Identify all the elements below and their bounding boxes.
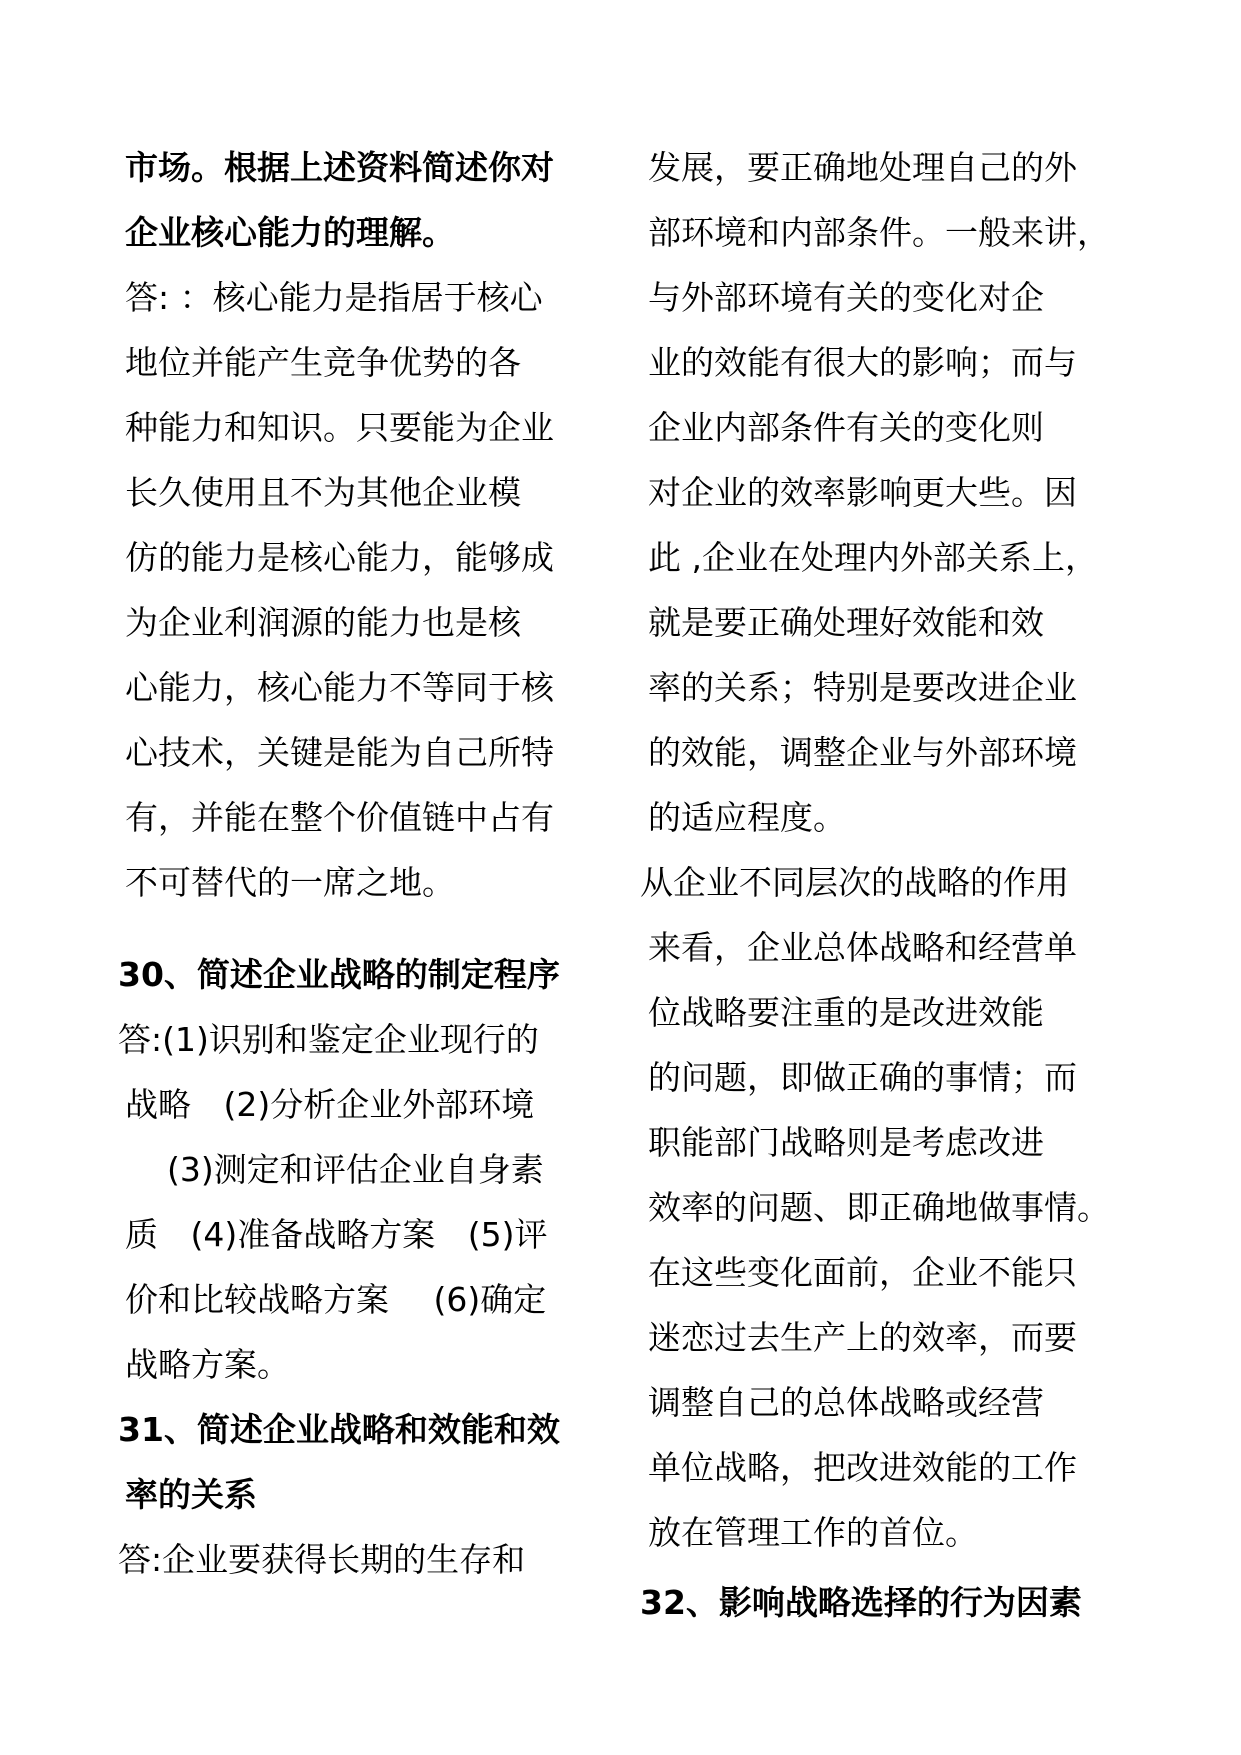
answer-30-line: 质 (4)准备战略方案 (5)评 xyxy=(125,1215,548,1254)
question-32-title: 32、影响战略选择的行为因素 xyxy=(640,1583,1082,1622)
answer-30-line: 价和比较战略方案 (6)确定 xyxy=(125,1280,547,1319)
question-30-title: 30、简述企业战略的制定程序 xyxy=(118,955,560,994)
answer-31-line: 的适应程度。 xyxy=(648,798,846,837)
answer-29-line: 种能力和知识。只要能为企业 xyxy=(125,408,554,447)
answer-30-line: 战略 (2)分析企业外部环境 xyxy=(125,1085,535,1124)
answer-31-paragraph-2-line: 迷恋过去生产上的效率，而要 xyxy=(648,1318,1077,1357)
answer-31-paragraph-2-line: 单位战略，把改进效能的工作 xyxy=(648,1448,1077,1487)
answer-31-line: 的效能，调整企业与外部环境 xyxy=(648,733,1077,772)
answer-29-line: 长久使用且不为其他企业模 xyxy=(125,473,521,512)
answer-31-paragraph-2-line: 在这些变化面前，企业不能只 xyxy=(648,1253,1077,1292)
answer-31-paragraph-2-line: 来看，企业总体战略和经营单 xyxy=(648,928,1077,967)
answer-31-line: 发展，要正确地处理自己的外 xyxy=(648,148,1077,187)
answer-31-paragraph-2-line: 位战略要注重的是改进效能 xyxy=(648,993,1044,1032)
answer-29-line: 有，并能在整个价值链中占有 xyxy=(125,798,554,837)
answer-29-line: 不可替代的一席之地。 xyxy=(125,863,455,902)
answer-31-line: 答:企业要获得长期的生存和 xyxy=(118,1540,526,1579)
answer-31-paragraph-2-line: 从企业不同层次的战略的作用 xyxy=(640,863,1069,902)
answer-31-line: 企业内部条件有关的变化则 xyxy=(648,408,1044,447)
answer-31-paragraph-2-line: 职能部门战略则是考虑改进 xyxy=(648,1123,1044,1162)
answer-29-line: 地位并能产生竞争优势的各 xyxy=(125,343,521,382)
answer-31-line: 对企业的效率影响更大些。因 xyxy=(648,473,1077,512)
answer-31-paragraph-2-line: 调整自己的总体战略或经营 xyxy=(648,1383,1044,1422)
answer-29-line: 为企业利润源的能力也是核 xyxy=(125,603,521,642)
answer-31-paragraph-2-line: 效率的问题、即正确地做事情。 xyxy=(648,1188,1110,1227)
question-31-title-line-2: 率的关系 xyxy=(125,1475,257,1514)
answer-29-line: 仿的能力是核心能力，能够成 xyxy=(125,538,554,577)
answer-30-line: 答:(1)识别和鉴定企业现行的 xyxy=(118,1020,539,1059)
answer-30-line: 战略方案。 xyxy=(125,1345,290,1384)
answer-31-paragraph-2-line: 放在管理工作的首位。 xyxy=(648,1513,978,1552)
answer-31-line: 率的关系；特别是要改进企业 xyxy=(648,668,1077,707)
answer-31-paragraph-2-line: 的问题，即做正确的事情；而 xyxy=(648,1058,1077,1097)
answer-31-line: 就是要正确处理好效能和效 xyxy=(648,603,1044,642)
answer-31-line: 部环境和内部条件。一般来讲， xyxy=(648,213,1110,252)
question-29-tail-line-2: 企业核心能力的理解。 xyxy=(125,213,455,252)
answer-30-line: (3)测定和评估企业自身素 xyxy=(167,1150,544,1189)
answer-31-line: 此 ,企业在处理内外部关系上， xyxy=(648,538,1098,577)
answer-31-line: 业的效能有很大的影响；而与 xyxy=(648,343,1077,382)
answer-29-line: 答: ：核心能力是指居于核心 xyxy=(125,278,543,317)
answer-31-line: 与外部环境有关的变化对企 xyxy=(648,278,1044,317)
question-31-title-line-1: 31、简述企业战略和效能和效 xyxy=(118,1410,560,1449)
question-29-tail-line-1: 市场。根据上述资料简述你对 xyxy=(125,148,554,187)
answer-29-line: 心技术，关键是能为自己所特 xyxy=(125,733,554,772)
answer-29-line: 心能力，核心能力不等同于核 xyxy=(125,668,554,707)
